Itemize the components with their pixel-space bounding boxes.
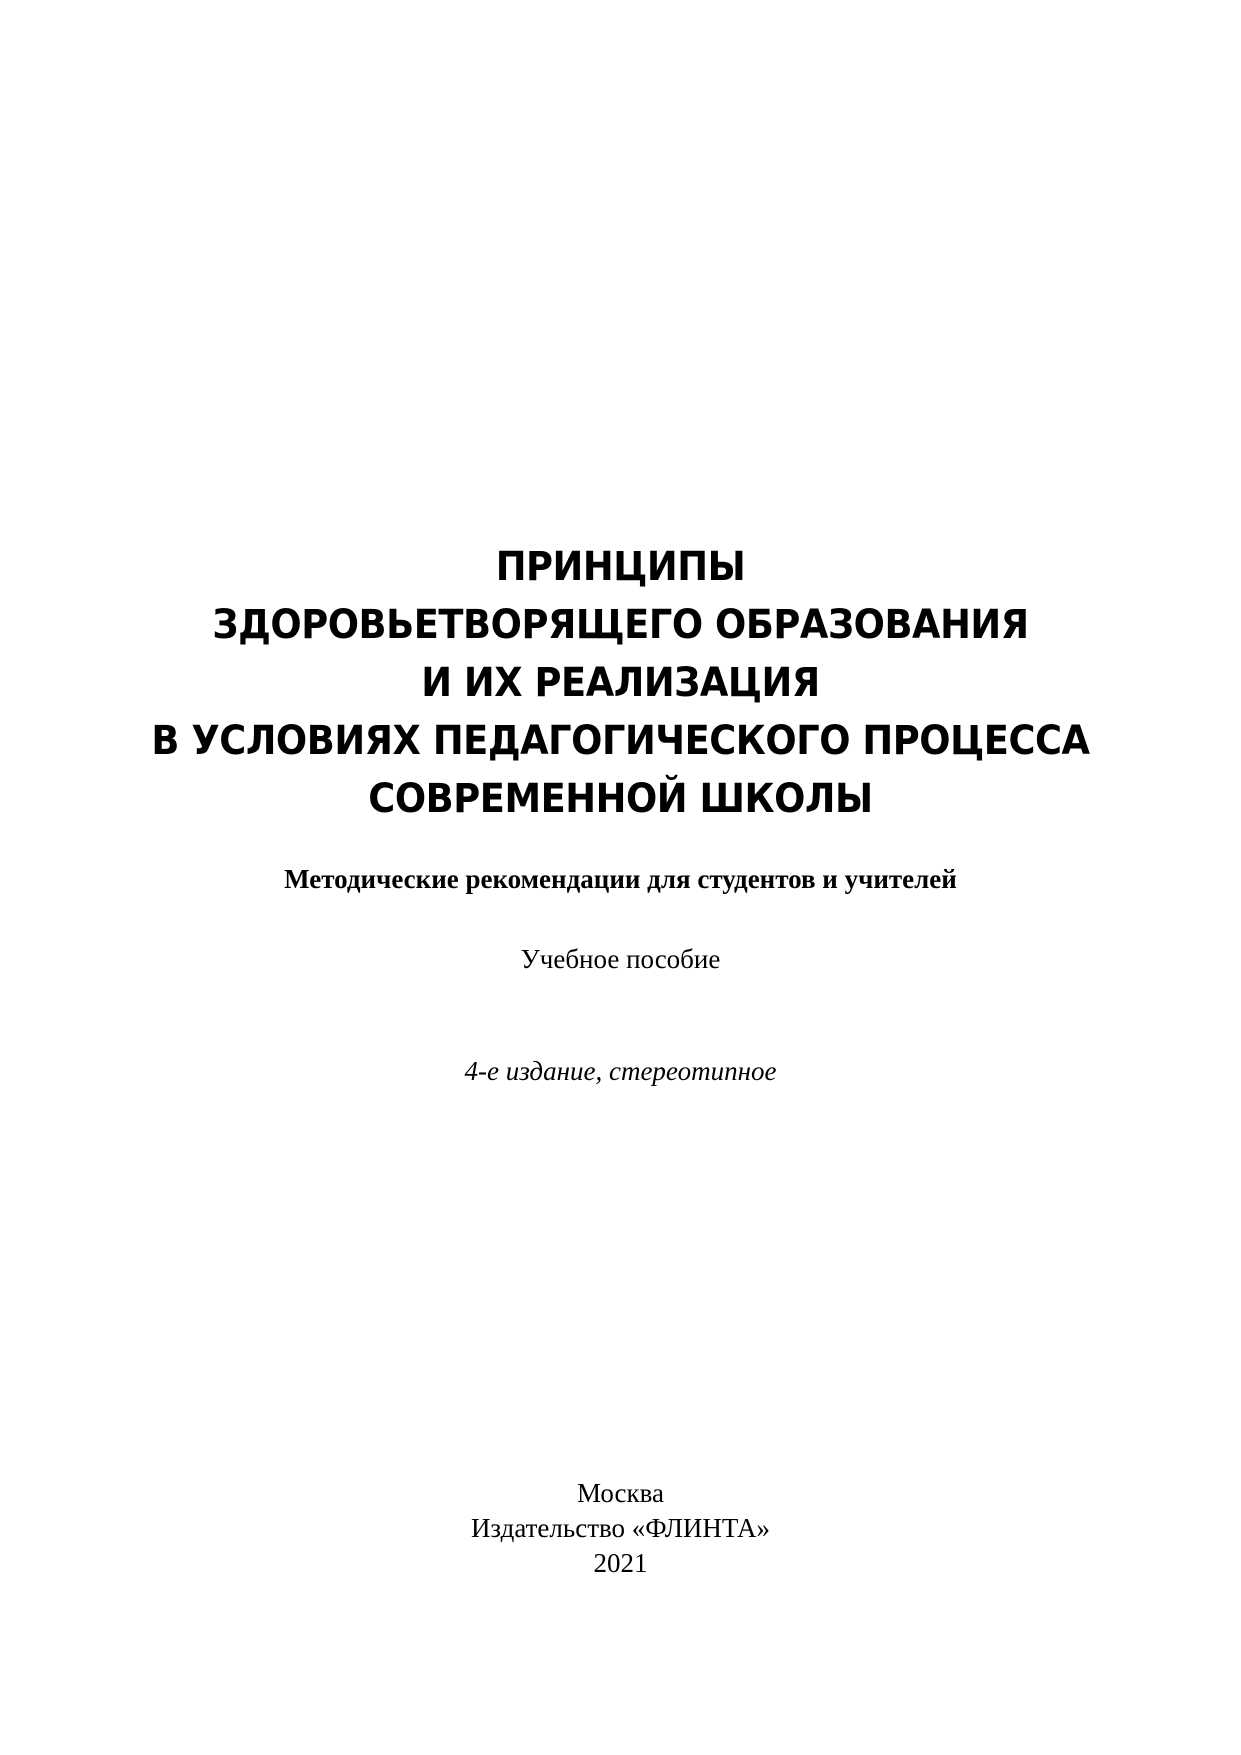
title-line-3: И ИХ РЕАЛИЗАЦИЯ <box>421 660 820 706</box>
imprint <box>0 1476 1241 1581</box>
title-line-5: СОВРЕМЕННОЙ ШКОЛЫ <box>368 776 873 822</box>
title-line-2: ЗДОРОВЬЕТВОРЯЩЕГО ОБРАЗОВАНИЯ <box>212 602 1029 648</box>
book-type: Учебное пособие <box>520 944 721 974</box>
imprint-city: Москва <box>577 1478 664 1508</box>
book-title <box>0 538 1241 828</box>
imprint-year: 2021 <box>593 1548 648 1578</box>
book-subtitle: Методические рекомендации для студентов и учителей <box>284 864 957 894</box>
imprint-publisher: Издательство «ФЛИНТА» <box>470 1513 771 1543</box>
edition-note: 4-е издание, стереотипное <box>464 1056 777 1086</box>
title-line-1: ПРИНЦИПЫ <box>495 544 746 590</box>
title-line-4: В УСЛОВИЯХ ПЕДАГОГИЧЕСКОГО ПРОЦЕССА <box>151 718 1090 764</box>
